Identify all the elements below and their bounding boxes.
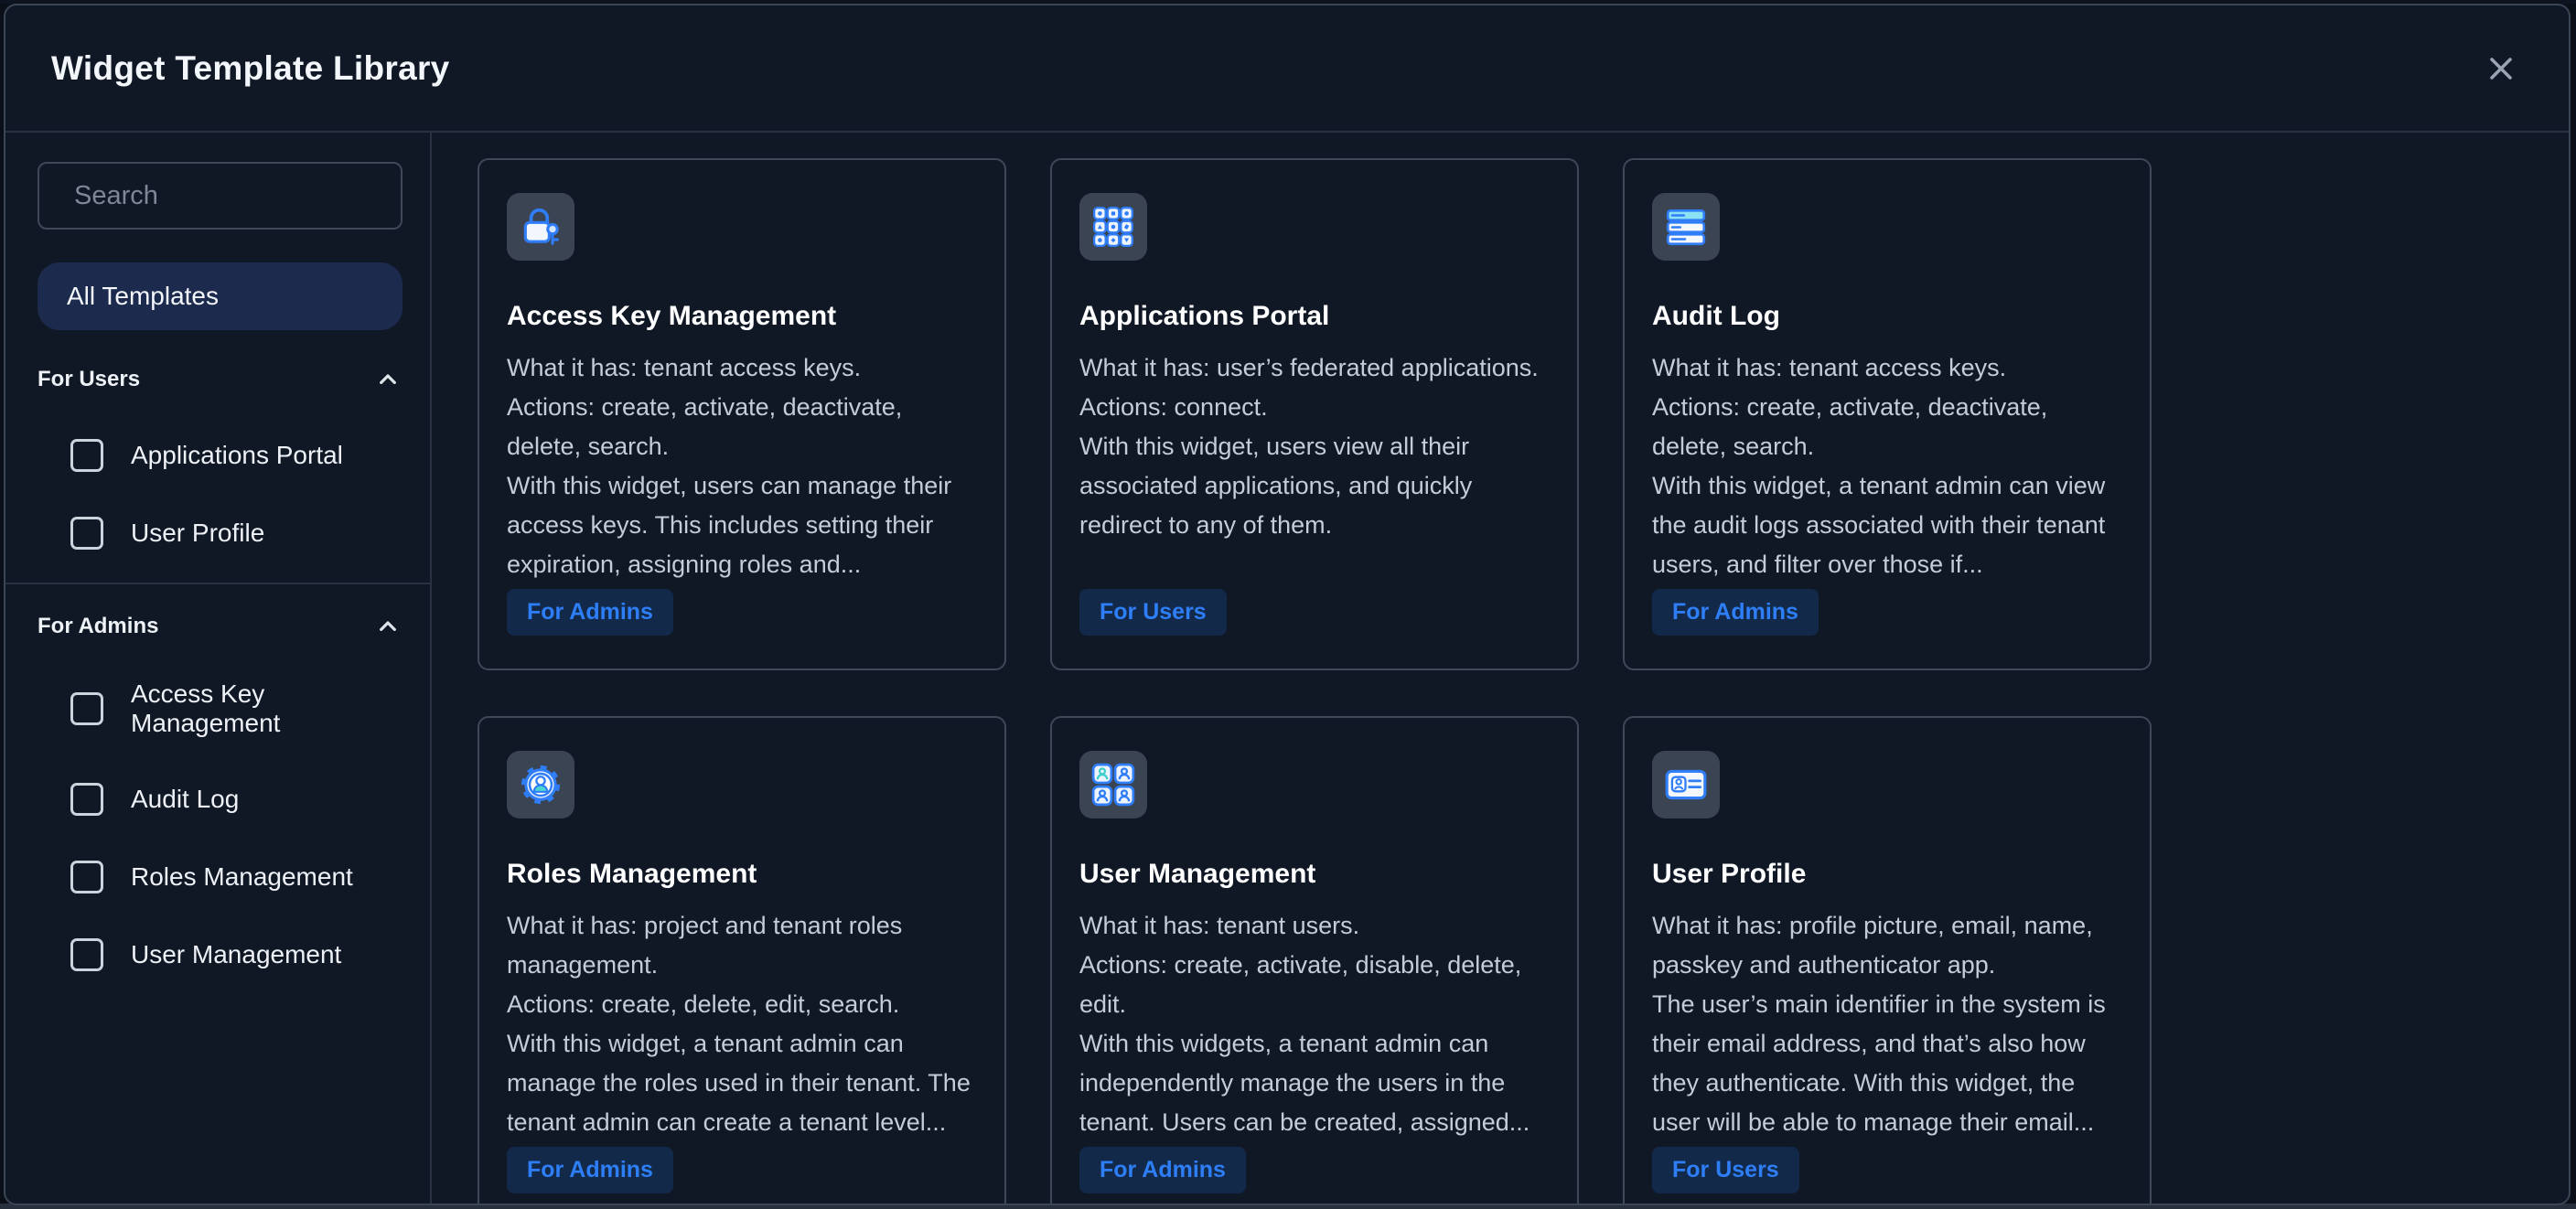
search-input[interactable] xyxy=(74,181,419,211)
checkbox-label: User Management xyxy=(131,940,342,968)
filter-checkbox-user-management[interactable] xyxy=(38,938,402,971)
card-description: What it has: tenant access keys. Actions: create, activate, deactivate, delete, search. With this widget, a tenant admin can view the audit logs associated with their tenant users, and filter over those if... xyxy=(1652,354,2106,578)
checkbox-label: Roles Management xyxy=(131,862,353,891)
template-card-access-key-management[interactable] xyxy=(478,158,1006,670)
card-icon-box xyxy=(507,751,574,818)
modal-header xyxy=(5,5,2569,133)
template-card-applications-portal[interactable] xyxy=(1050,158,1579,670)
app-grid-icon xyxy=(1090,204,1136,250)
chevron-up-icon xyxy=(373,612,402,641)
filter-checkbox-audit-log[interactable] xyxy=(38,783,402,816)
filter-checkbox-user-profile[interactable] xyxy=(38,517,402,550)
chevron-up-icon xyxy=(373,365,402,394)
sidebar-item-all-templates[interactable] xyxy=(38,262,402,330)
card-icon-box xyxy=(1079,751,1147,818)
id-card-icon xyxy=(1663,762,1709,808)
templates-content xyxy=(432,133,2569,1204)
template-card-roles-management[interactable] xyxy=(478,716,1006,1204)
checkbox-unchecked[interactable] xyxy=(70,692,103,725)
checkbox-unchecked[interactable] xyxy=(70,938,103,971)
checkbox-label: Audit Log xyxy=(131,785,240,813)
card-description: What it has: user’s federated applications. Actions: connect. With this widget, users view all their associated applications, and quickly redirect to any of them. xyxy=(1079,354,1539,539)
template-card-audit-log[interactable] xyxy=(1623,158,2152,670)
section-header-for-users[interactable] xyxy=(38,365,402,394)
checkbox-unchecked[interactable] xyxy=(70,861,103,893)
audience-badge: For Admins xyxy=(507,589,673,636)
filter-checkbox-roles-management[interactable] xyxy=(38,861,402,893)
card-title: User Profile xyxy=(1652,859,1807,889)
sidebar-divider xyxy=(5,583,430,584)
checkbox-label: Applications Portal xyxy=(131,441,343,469)
template-grid xyxy=(478,158,2569,1204)
close-button[interactable] xyxy=(2479,47,2523,91)
audience-badge: For Users xyxy=(1652,1147,1799,1193)
card-title: Roles Management xyxy=(507,859,757,889)
card-title: User Management xyxy=(1079,859,1316,889)
checkbox-unchecked[interactable] xyxy=(70,439,103,472)
filter-checkbox-applications-portal[interactable] xyxy=(38,439,402,472)
card-icon-box xyxy=(1652,193,1720,261)
audience-badge: For Admins xyxy=(507,1147,673,1193)
modal-body xyxy=(5,133,2569,1204)
card-description: What it has: tenant access keys. Actions: create, activate, deactivate, delete, search. With this widget, users can manage their access keys. This includes setting their expiration, assigning roles and... xyxy=(507,354,952,578)
audience-badge: For Admins xyxy=(1079,1147,1246,1193)
card-title: Access Key Management xyxy=(507,301,837,331)
card-icon-box xyxy=(1079,193,1147,261)
filter-checkbox-access-key-management[interactable] xyxy=(38,679,402,738)
section-label: For Users xyxy=(38,367,141,391)
filter-sidebar xyxy=(5,133,432,1204)
log-stack-icon xyxy=(1663,204,1709,250)
card-icon-box xyxy=(1652,751,1720,818)
roles-gear-icon xyxy=(518,762,564,808)
checkbox-unchecked[interactable] xyxy=(70,783,103,816)
lock-key-icon xyxy=(518,204,564,250)
checkbox-unchecked[interactable] xyxy=(70,517,103,550)
checkbox-label: User Profile xyxy=(131,519,265,547)
template-card-user-profile[interactable] xyxy=(1623,716,2152,1204)
audience-badge: For Admins xyxy=(1652,589,1819,636)
card-description: What it has: tenant users. Actions: create, activate, disable, delete, edit. With this widgets, a tenant admin can independently manage the users in the tenant. Users can be created, assigned... xyxy=(1079,912,1530,1136)
users-grid-icon xyxy=(1090,762,1136,808)
close-icon xyxy=(2483,50,2519,87)
card-title: Audit Log xyxy=(1652,301,1780,331)
card-description: What it has: project and tenant roles management. Actions: create, delete, edit, search. With this widget, a tenant admin can manage the roles used in their tenant. The tenant admin can create a tenant level... xyxy=(507,912,971,1136)
section-label: For Admins xyxy=(38,614,159,638)
template-card-user-management[interactable] xyxy=(1050,716,1579,1204)
card-description: What it has: profile picture, email, name, passkey and authenticator app. The user’s main identifier in the system is their email address, and that’s also how they authenticate. With this widget, the user will be able to manage their email... xyxy=(1652,912,2106,1136)
audience-badge: For Users xyxy=(1079,589,1227,636)
card-icon-box xyxy=(507,193,574,261)
widget-template-library-modal xyxy=(4,4,2571,1205)
page-title: Widget Template Library xyxy=(51,48,450,87)
all-templates-label: All Templates xyxy=(67,282,220,310)
search-box[interactable] xyxy=(38,162,402,230)
card-title: Applications Portal xyxy=(1079,301,1330,331)
checkbox-label: Access Key Management xyxy=(131,679,281,737)
section-header-for-admins[interactable] xyxy=(38,612,402,641)
